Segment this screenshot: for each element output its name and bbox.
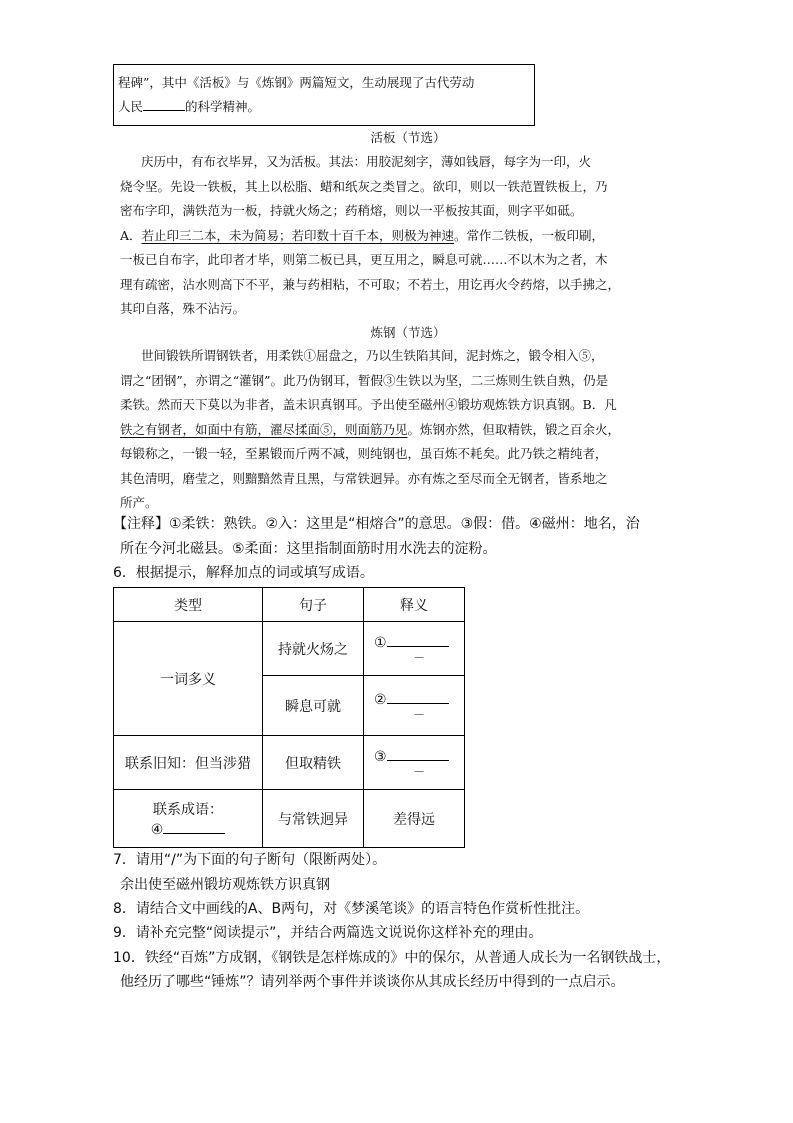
liangang-line-4-suffix: 。炼钢亦然，但取精铁，锻之百余火， (407, 422, 621, 437)
huoban-line-7: 其印自落，殊不沾污。 (120, 301, 246, 316)
huoban-line-4 (120, 224, 604, 248)
liangang-line-3: 柔铁。然而天下莫以为非者，盖未识真钢耳。予出使至磁州④锻坊观炼铁方识真钢。B．凡 (120, 397, 617, 412)
question-8-prompt: 8．请结合文中画线的A、B两句，对《梦溪笔谈》的语言特色作赏析性批注。 (113, 901, 590, 917)
liangang-line-1: 世间锻铁所谓钢铁者，用柔铁①屈盘之，乃以生铁陷其间，泥封炼之，锻令相入⑤， (141, 348, 604, 363)
table-header-meaning: 释义 (364, 588, 465, 622)
answer-blank-2[interactable] (387, 689, 449, 704)
huoban-title: 活板（节选） (370, 130, 446, 145)
meaning-cell-2[interactable] (364, 676, 465, 736)
meaning-marker-3: ③ (374, 749, 387, 765)
meaning-cell-3[interactable] (364, 736, 465, 790)
idiom-marker: ④ (150, 822, 164, 838)
liangang-line-4 (120, 418, 620, 442)
reading-tip-line-2-pre: 人民 (118, 99, 144, 114)
meaning-marker-1: ① (374, 635, 387, 651)
huoban-line-3: 密布字印，满铁范为一板，持就火炀之；药稍熔，则以一平板按其面，则字平如砥。 (120, 203, 583, 218)
notes-line-2: 所在今河北磁县。⑤柔面：这里指制面筋时用水洗去的淀粉。 (120, 541, 497, 557)
answer-tick-1: － (412, 651, 425, 665)
liangang-line-2: 谓之“团钢”，亦谓之“灌钢”。此乃伪钢耳，暂假③生铁以为坚，二三炼则生铁自熟，仍是 (120, 373, 609, 388)
notes-line-1: 【注释】①柔铁：熟铁。②入：这里是“相熔合”的意思。③假：借。④磁州：地名，治 (113, 516, 640, 532)
question-7-sentence: 余出使至磁州锻坊观炼铁方识真钢 (120, 877, 330, 893)
question-10-line-2: 他经历了哪些“锤炼”？请列举两个事件并谈谈你从其成长经历中得到的一点启示。 (120, 974, 625, 990)
answer-tick-3: － (412, 765, 425, 779)
meaning-cell-4: 差得远 (364, 790, 465, 848)
table-header-sentence: 句子 (263, 588, 364, 622)
reading-tip-line-2 (118, 95, 260, 119)
reading-tip-line-1: 程碑”，其中《活板》与《炼钢》两篇短文，生动展现了古代劳动 (118, 75, 475, 90)
sentence-cell-4: 与常铁迥异 (263, 790, 364, 848)
liangang-line-7: 所产。 (120, 495, 158, 510)
meaning-cell-1[interactable] (364, 622, 465, 676)
liangang-line-5: 每锻称之，一锻一轻，至累锻而斤两不减，则纯钢也，虽百炼不耗矣。此乃铁之精纯者， (120, 446, 608, 461)
type-cell-prior-knowledge: 联系旧知：但当涉猎 (114, 736, 263, 790)
table-header-type: 类型 (114, 588, 263, 622)
liangang-line-6: 其色清明，磨莹之，则黯黯然青且黑，与常铁迥异。亦有炼之至尽而全无钢者，皆系地之 (120, 471, 608, 486)
huoban-line-5: 一板已自布字，此印者才毕，则第二板已具，更互用之，瞬息可就……不以木为之者，木 (120, 252, 608, 267)
answer-tick-2: － (412, 708, 425, 722)
answer-blank-4[interactable] (163, 819, 225, 834)
sentence-a-underlined: 若止印三二本，未为简易；若印数十百千本，则极为神速 (141, 228, 455, 243)
sentence-cell-3: 但取精铁 (263, 736, 364, 790)
meaning-marker-2: ② (374, 692, 387, 708)
sentence-a-label: A． (120, 228, 142, 243)
type-idiom-label: 联系成语： (153, 802, 223, 818)
question-6-prompt: 6．根据提示，解释加点的词或填写成语。 (113, 565, 374, 581)
type-idiom-answer[interactable] (114, 819, 262, 838)
answer-blank-1[interactable] (387, 632, 449, 647)
reading-tip-line-2-post: 的科学精神。 (185, 99, 261, 114)
liangang-title: 炼钢（节选） (370, 325, 446, 340)
huoban-line-1: 庆历中，有布衣毕昇，又为活板。其法：用胶泥刻字，薄如钱唇，每字为一印，火 (141, 154, 592, 169)
question-10-line-1: 10．铁经“百炼”方成钢，《钢铁是怎样炼成的》中的保尔，从普通人成长为一名钢铁战士， (113, 950, 671, 966)
reading-tip-blank[interactable] (143, 96, 185, 111)
sentence-b-underlined: 铁之有钢者，如面中有筋，濯尽揉面⑤，则面筋乃见 (120, 422, 408, 437)
answer-blank-3[interactable] (387, 746, 449, 761)
huoban-line-2: 烧令坚。先设一铁板，其上以松脂、蜡和纸灰之类冒之。欲印，则以一铁范置铁板上，乃 (120, 179, 608, 194)
question-7-prompt: 7．请用“/”为下面的句子断句（限断两处）。 (113, 852, 387, 868)
sentence-cell-1: 持就火炀之 (263, 622, 364, 676)
question-6-table (113, 587, 465, 848)
reading-tip-box (113, 64, 535, 126)
huoban-line-4-suffix: 。常作二铁板，一板印刷， (454, 228, 605, 243)
type-cell-polysemy: 一词多义 (114, 622, 263, 736)
type-cell-idiom (114, 790, 263, 848)
sentence-cell-2: 瞬息可就 (263, 676, 364, 736)
question-9-prompt: 9．请补充完整“阅读提示”，并结合两篇选文说说你这样补充的理由。 (113, 925, 543, 941)
huoban-line-6: 理有疏密，沾水则高下不平，兼与药相粘，不可取；不若土，用讫再火令药熔，以手拂之， (120, 277, 621, 292)
